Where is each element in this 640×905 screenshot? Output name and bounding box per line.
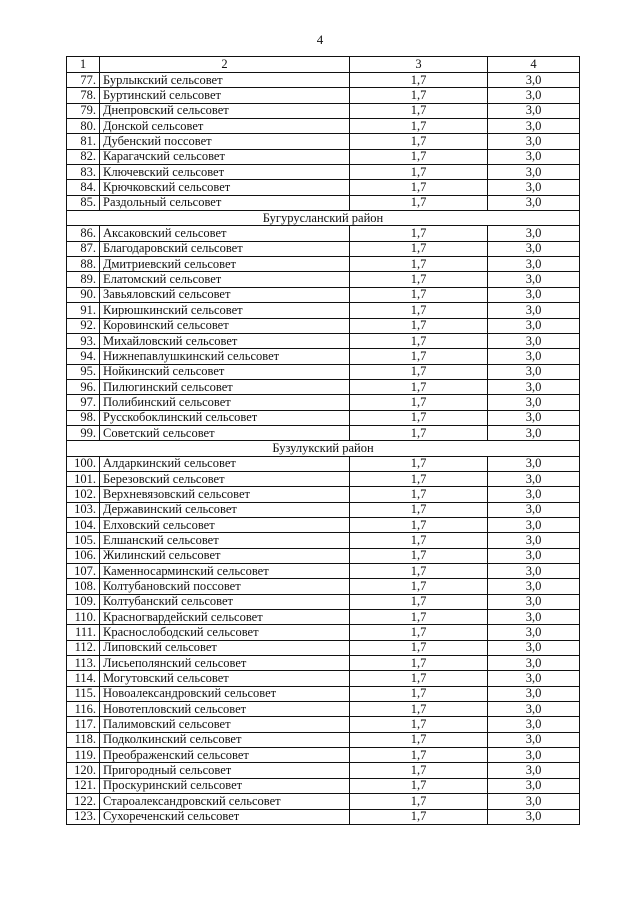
table-row (67, 671, 580, 686)
row-value-3: 1,7 (350, 594, 488, 609)
row-name: Кирюшкинский сельсовет (100, 303, 350, 318)
row-name: Сухореченский сельсовет (100, 809, 350, 824)
row-value-3: 1,7 (350, 364, 488, 379)
row-value-4: 3,0 (488, 272, 580, 287)
row-name: Благодаровский сельсовет (100, 241, 350, 256)
row-name: Колтубановский поссовет (100, 579, 350, 594)
row-value-3: 1,7 (350, 487, 488, 502)
row-number: 86. (67, 226, 100, 241)
row-number: 118. (67, 732, 100, 747)
section-header-row (67, 211, 580, 226)
table-row (67, 471, 580, 486)
row-name: Коровинский сельсовет (100, 318, 350, 333)
row-name: Лисьеполянский сельсовет (100, 656, 350, 671)
row-name: Державинский сельсовет (100, 502, 350, 517)
row-value-4: 3,0 (488, 149, 580, 164)
row-value-3: 1,7 (350, 180, 488, 195)
row-value-4: 3,0 (488, 119, 580, 134)
table-row (67, 349, 580, 364)
table-row (67, 732, 580, 747)
table-row (67, 548, 580, 563)
row-number: 85. (67, 195, 100, 210)
row-name: Крючковский сельсовет (100, 180, 350, 195)
row-number: 94. (67, 349, 100, 364)
row-value-3: 1,7 (350, 195, 488, 210)
row-name: Нижнепавлушкинский сельсовет (100, 349, 350, 364)
row-value-3: 1,7 (350, 241, 488, 256)
row-value-4: 3,0 (488, 425, 580, 440)
row-value-3: 1,7 (350, 88, 488, 103)
data-table (66, 56, 580, 825)
row-number: 98. (67, 410, 100, 425)
row-number: 102. (67, 487, 100, 502)
row-name: Подколкинский сельсовет (100, 732, 350, 747)
row-value-4: 3,0 (488, 487, 580, 502)
section-header-row (67, 441, 580, 456)
row-name: Новотепловский сельсовет (100, 702, 350, 717)
row-number: 109. (67, 594, 100, 609)
row-value-3: 1,7 (350, 226, 488, 241)
row-number: 107. (67, 564, 100, 579)
row-number: 120. (67, 763, 100, 778)
table-row (67, 456, 580, 471)
row-value-3: 1,7 (350, 640, 488, 655)
row-value-4: 3,0 (488, 656, 580, 671)
row-number: 106. (67, 548, 100, 563)
table-row (67, 318, 580, 333)
row-number: 79. (67, 103, 100, 118)
table-row (67, 640, 580, 655)
row-value-4: 3,0 (488, 333, 580, 348)
row-value-4: 3,0 (488, 73, 580, 88)
row-value-3: 1,7 (350, 625, 488, 640)
table-row (67, 180, 580, 195)
row-number: 103. (67, 502, 100, 517)
row-value-4: 3,0 (488, 533, 580, 548)
row-number: 91. (67, 303, 100, 318)
row-name: Пилюгинский сельсовет (100, 379, 350, 394)
table-row (67, 625, 580, 640)
table-row (67, 134, 580, 149)
row-value-3: 1,7 (350, 103, 488, 118)
table-row (67, 395, 580, 410)
table-row (67, 517, 580, 532)
table-row (67, 333, 580, 348)
row-value-3: 1,7 (350, 579, 488, 594)
row-number: 96. (67, 379, 100, 394)
row-value-4: 3,0 (488, 379, 580, 394)
row-number: 95. (67, 364, 100, 379)
row-value-3: 1,7 (350, 763, 488, 778)
row-value-4: 3,0 (488, 517, 580, 532)
row-value-3: 1,7 (350, 303, 488, 318)
row-value-3: 1,7 (350, 318, 488, 333)
table-row (67, 241, 580, 256)
row-name: Дубенский поссовет (100, 134, 350, 149)
row-name: Бурлыкский сельсовет (100, 73, 350, 88)
row-value-3: 1,7 (350, 119, 488, 134)
row-value-4: 3,0 (488, 349, 580, 364)
row-value-4: 3,0 (488, 640, 580, 655)
table-row (67, 272, 580, 287)
row-value-4: 3,0 (488, 686, 580, 701)
table-row (67, 379, 580, 394)
row-value-4: 3,0 (488, 610, 580, 625)
row-value-3: 1,7 (350, 379, 488, 394)
row-number: 121. (67, 778, 100, 793)
page-number: 4 (316, 32, 324, 47)
row-value-4: 3,0 (488, 180, 580, 195)
table-row (67, 533, 580, 548)
row-number: 77. (67, 73, 100, 88)
table-row (67, 487, 580, 502)
row-value-4: 3,0 (488, 287, 580, 302)
table-row (67, 165, 580, 180)
row-value-4: 3,0 (488, 195, 580, 210)
row-value-4: 3,0 (488, 778, 580, 793)
row-value-3: 1,7 (350, 410, 488, 425)
row-name: Михайловский сельсовет (100, 333, 350, 348)
row-name: Елшанский сельсовет (100, 533, 350, 548)
header-row (67, 57, 580, 73)
row-name: Ключевский сельсовет (100, 165, 350, 180)
row-name: Карагачский сельсовет (100, 149, 350, 164)
table-row (67, 103, 580, 118)
table-row (67, 119, 580, 134)
row-value-3: 1,7 (350, 610, 488, 625)
table-row (67, 88, 580, 103)
row-value-4: 3,0 (488, 303, 580, 318)
row-value-3: 1,7 (350, 471, 488, 486)
table-row (67, 809, 580, 824)
row-value-4: 3,0 (488, 88, 580, 103)
row-value-4: 3,0 (488, 257, 580, 272)
row-value-3: 1,7 (350, 287, 488, 302)
row-number: 81. (67, 134, 100, 149)
row-number: 104. (67, 517, 100, 532)
table-row (67, 502, 580, 517)
row-number: 111. (67, 625, 100, 640)
section-title: Бузулукский район (67, 441, 580, 456)
row-name: Новоалександровский сельсовет (100, 686, 350, 701)
row-number: 114. (67, 671, 100, 686)
row-value-3: 1,7 (350, 732, 488, 747)
row-number: 78. (67, 88, 100, 103)
row-value-4: 3,0 (488, 548, 580, 563)
row-value-3: 1,7 (350, 73, 488, 88)
row-value-3: 1,7 (350, 533, 488, 548)
row-number: 119. (67, 748, 100, 763)
row-name: Березовский сельсовет (100, 471, 350, 486)
row-value-4: 3,0 (488, 594, 580, 609)
row-name: Жилинский сельсовет (100, 548, 350, 563)
table-row (67, 610, 580, 625)
row-name: Елховский сельсовет (100, 517, 350, 532)
section-title: Бугурусланский район (67, 211, 580, 226)
row-number: 105. (67, 533, 100, 548)
row-value-3: 1,7 (350, 717, 488, 732)
row-value-4: 3,0 (488, 410, 580, 425)
row-name: Аксаковский сельсовет (100, 226, 350, 241)
row-number: 92. (67, 318, 100, 333)
row-number: 90. (67, 287, 100, 302)
header-cell-3: 3 (350, 57, 488, 73)
row-name: Русскобоклинский сельсовет (100, 410, 350, 425)
row-number: 110. (67, 610, 100, 625)
row-number: 84. (67, 180, 100, 195)
row-name: Днепровский сельсовет (100, 103, 350, 118)
row-name: Советский сельсовет (100, 425, 350, 440)
table-row (67, 778, 580, 793)
row-number: 101. (67, 471, 100, 486)
row-value-4: 3,0 (488, 318, 580, 333)
row-value-3: 1,7 (350, 272, 488, 287)
row-name: Буртинский сельсовет (100, 88, 350, 103)
table-row (67, 226, 580, 241)
row-name: Нойкинский сельсовет (100, 364, 350, 379)
row-number: 115. (67, 686, 100, 701)
row-value-4: 3,0 (488, 502, 580, 517)
row-name: Палимовский сельсовет (100, 717, 350, 732)
row-name: Полибинский сельсовет (100, 395, 350, 410)
row-name: Проскуринский сельсовет (100, 778, 350, 793)
table-body (67, 57, 580, 825)
row-name: Краснослободский сельсовет (100, 625, 350, 640)
row-value-3: 1,7 (350, 809, 488, 824)
row-value-3: 1,7 (350, 456, 488, 471)
table-row (67, 702, 580, 717)
row-value-4: 3,0 (488, 625, 580, 640)
table-row (67, 717, 580, 732)
row-value-4: 3,0 (488, 579, 580, 594)
table-row (67, 287, 580, 302)
header-cell-4: 4 (488, 57, 580, 73)
table-row (67, 594, 580, 609)
row-value-3: 1,7 (350, 548, 488, 563)
row-value-3: 1,7 (350, 333, 488, 348)
row-number: 123. (67, 809, 100, 824)
row-number: 99. (67, 425, 100, 440)
row-value-3: 1,7 (350, 778, 488, 793)
table-row (67, 763, 580, 778)
row-name: Преображенский сельсовет (100, 748, 350, 763)
row-value-3: 1,7 (350, 425, 488, 440)
row-value-4: 3,0 (488, 241, 580, 256)
row-value-4: 3,0 (488, 364, 580, 379)
row-name: Могутовский сельсовет (100, 671, 350, 686)
table-row (67, 656, 580, 671)
row-name: Алдаркинский сельсовет (100, 456, 350, 471)
row-value-3: 1,7 (350, 671, 488, 686)
row-value-3: 1,7 (350, 502, 488, 517)
row-value-4: 3,0 (488, 763, 580, 778)
row-number: 89. (67, 272, 100, 287)
table-row (67, 303, 580, 318)
row-value-3: 1,7 (350, 134, 488, 149)
table-row (67, 195, 580, 210)
row-value-4: 3,0 (488, 671, 580, 686)
row-value-3: 1,7 (350, 794, 488, 809)
row-number: 113. (67, 656, 100, 671)
table-row (67, 748, 580, 763)
row-value-4: 3,0 (488, 748, 580, 763)
row-value-4: 3,0 (488, 717, 580, 732)
row-value-3: 1,7 (350, 395, 488, 410)
row-name: Липовский сельсовет (100, 640, 350, 655)
table-row (67, 425, 580, 440)
row-name: Раздольный сельсовет (100, 195, 350, 210)
row-value-4: 3,0 (488, 165, 580, 180)
table-row (67, 579, 580, 594)
row-value-3: 1,7 (350, 517, 488, 532)
row-name: Елатомский сельсовет (100, 272, 350, 287)
row-value-3: 1,7 (350, 257, 488, 272)
row-name: Верхневязовский сельсовет (100, 487, 350, 502)
row-name: Красногвардейский сельсовет (100, 610, 350, 625)
row-name: Донской сельсовет (100, 119, 350, 134)
row-name: Староалександровский сельсовет (100, 794, 350, 809)
table-row (67, 686, 580, 701)
table-row (67, 794, 580, 809)
header-cell-2: 2 (100, 57, 350, 73)
row-value-4: 3,0 (488, 456, 580, 471)
row-value-4: 3,0 (488, 103, 580, 118)
row-number: 108. (67, 579, 100, 594)
row-value-4: 3,0 (488, 564, 580, 579)
row-value-4: 3,0 (488, 702, 580, 717)
row-value-3: 1,7 (350, 656, 488, 671)
table-row (67, 149, 580, 164)
row-number: 88. (67, 257, 100, 272)
row-value-3: 1,7 (350, 165, 488, 180)
row-value-3: 1,7 (350, 149, 488, 164)
row-value-4: 3,0 (488, 809, 580, 824)
row-name: Каменносарминский сельсовет (100, 564, 350, 579)
row-number: 82. (67, 149, 100, 164)
row-value-3: 1,7 (350, 349, 488, 364)
row-value-3: 1,7 (350, 748, 488, 763)
row-number: 116. (67, 702, 100, 717)
table-row (67, 73, 580, 88)
row-number: 93. (67, 333, 100, 348)
row-name: Завьяловский сельсовет (100, 287, 350, 302)
row-value-4: 3,0 (488, 794, 580, 809)
row-number: 122. (67, 794, 100, 809)
table-row (67, 364, 580, 379)
table-row (67, 410, 580, 425)
row-name: Пригородный сельсовет (100, 763, 350, 778)
row-value-3: 1,7 (350, 564, 488, 579)
row-value-4: 3,0 (488, 732, 580, 747)
table-row (67, 257, 580, 272)
row-value-4: 3,0 (488, 134, 580, 149)
row-number: 112. (67, 640, 100, 655)
row-value-3: 1,7 (350, 686, 488, 701)
row-number: 87. (67, 241, 100, 256)
row-number: 117. (67, 717, 100, 732)
row-name: Колтубанский сельсовет (100, 594, 350, 609)
row-number: 83. (67, 165, 100, 180)
row-value-4: 3,0 (488, 226, 580, 241)
row-value-3: 1,7 (350, 702, 488, 717)
row-value-4: 3,0 (488, 395, 580, 410)
table-row (67, 564, 580, 579)
row-value-4: 3,0 (488, 471, 580, 486)
row-name: Дмитриевский сельсовет (100, 257, 350, 272)
header-cell-1: 1 (67, 57, 100, 73)
row-number: 80. (67, 119, 100, 134)
row-number: 100. (67, 456, 100, 471)
row-number: 97. (67, 395, 100, 410)
